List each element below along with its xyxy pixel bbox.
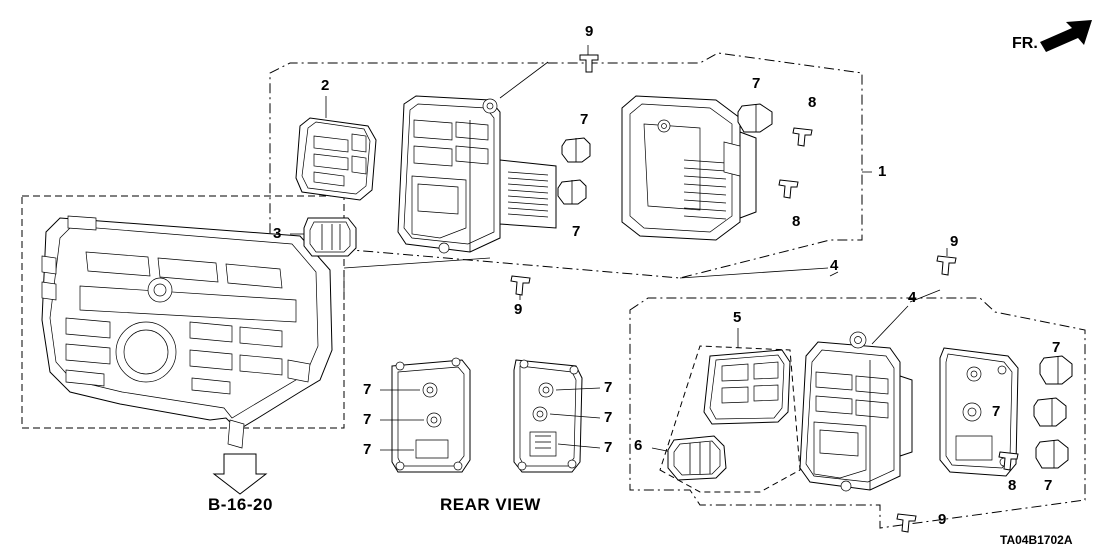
callout-7-rv-r2: 7 [604,409,613,426]
callout-7-rv-l3: 7 [363,441,372,458]
reference-callout-b1620: B-16-20 [208,495,273,514]
callout-9-top: 9 [585,23,594,40]
grommet-7-c [738,104,772,132]
callout-7-d: 7 [1052,339,1061,356]
callout-5: 5 [733,309,742,326]
callout-6: 6 [634,437,643,454]
callout-7-f: 7 [1044,477,1053,494]
grommet-7-a [562,138,590,162]
callout-4-upper: 4 [830,257,839,274]
callout-1: 1 [878,163,887,180]
rear-view-left-bracket [392,358,470,472]
part-1-bracket-case [622,96,756,240]
part-2-switch-panel [296,118,376,200]
part-4-audio-unit-core [800,332,912,491]
callout-8-b: 8 [792,213,801,230]
callout-7-rv-l2: 7 [363,411,372,428]
rear-view-label: REAR VIEW [440,495,541,514]
grommet-7-b [558,180,586,204]
grommet-7-e [1034,398,1066,426]
callout-7-rv-r1: 7 [604,379,613,396]
callout-7-b: 7 [572,223,581,240]
callout-8-c: 8 [1008,477,1017,494]
part-3-knob [304,218,356,256]
fr-arrow-icon [1040,20,1092,52]
callout-3: 3 [273,225,282,242]
grommet-7-d [1040,356,1072,384]
callout-9-bottom: 9 [938,511,947,528]
fr-direction-label: FR. [1012,35,1038,52]
part-5-switch-panel [704,350,790,424]
callout-7-e: 7 [992,403,1001,420]
screw-8-b [779,180,798,198]
callout-2: 2 [321,77,330,94]
part-1-audio-unit-core [398,96,556,253]
callout-7-a: 7 [580,111,589,128]
callout-9-mid: 9 [514,301,523,318]
screw-9-mid [511,276,530,295]
callout-7-c: 7 [752,75,761,92]
callout-7-rv-r3: 7 [604,439,613,456]
callout-4-lower: 4 [908,289,917,306]
drawing-number: TA04B1702A [1000,533,1073,547]
grommet-7-f [1036,440,1068,468]
down-arrow-icon [214,454,266,494]
callout-8-a: 8 [808,94,817,111]
part-6-knob [668,436,726,480]
callout-7-rv-l1: 7 [363,381,372,398]
control-panel-assembly [42,216,332,448]
screw-8-a [793,128,812,146]
screw-9-right-top [937,256,956,275]
callout-9-right-top: 9 [950,233,959,250]
